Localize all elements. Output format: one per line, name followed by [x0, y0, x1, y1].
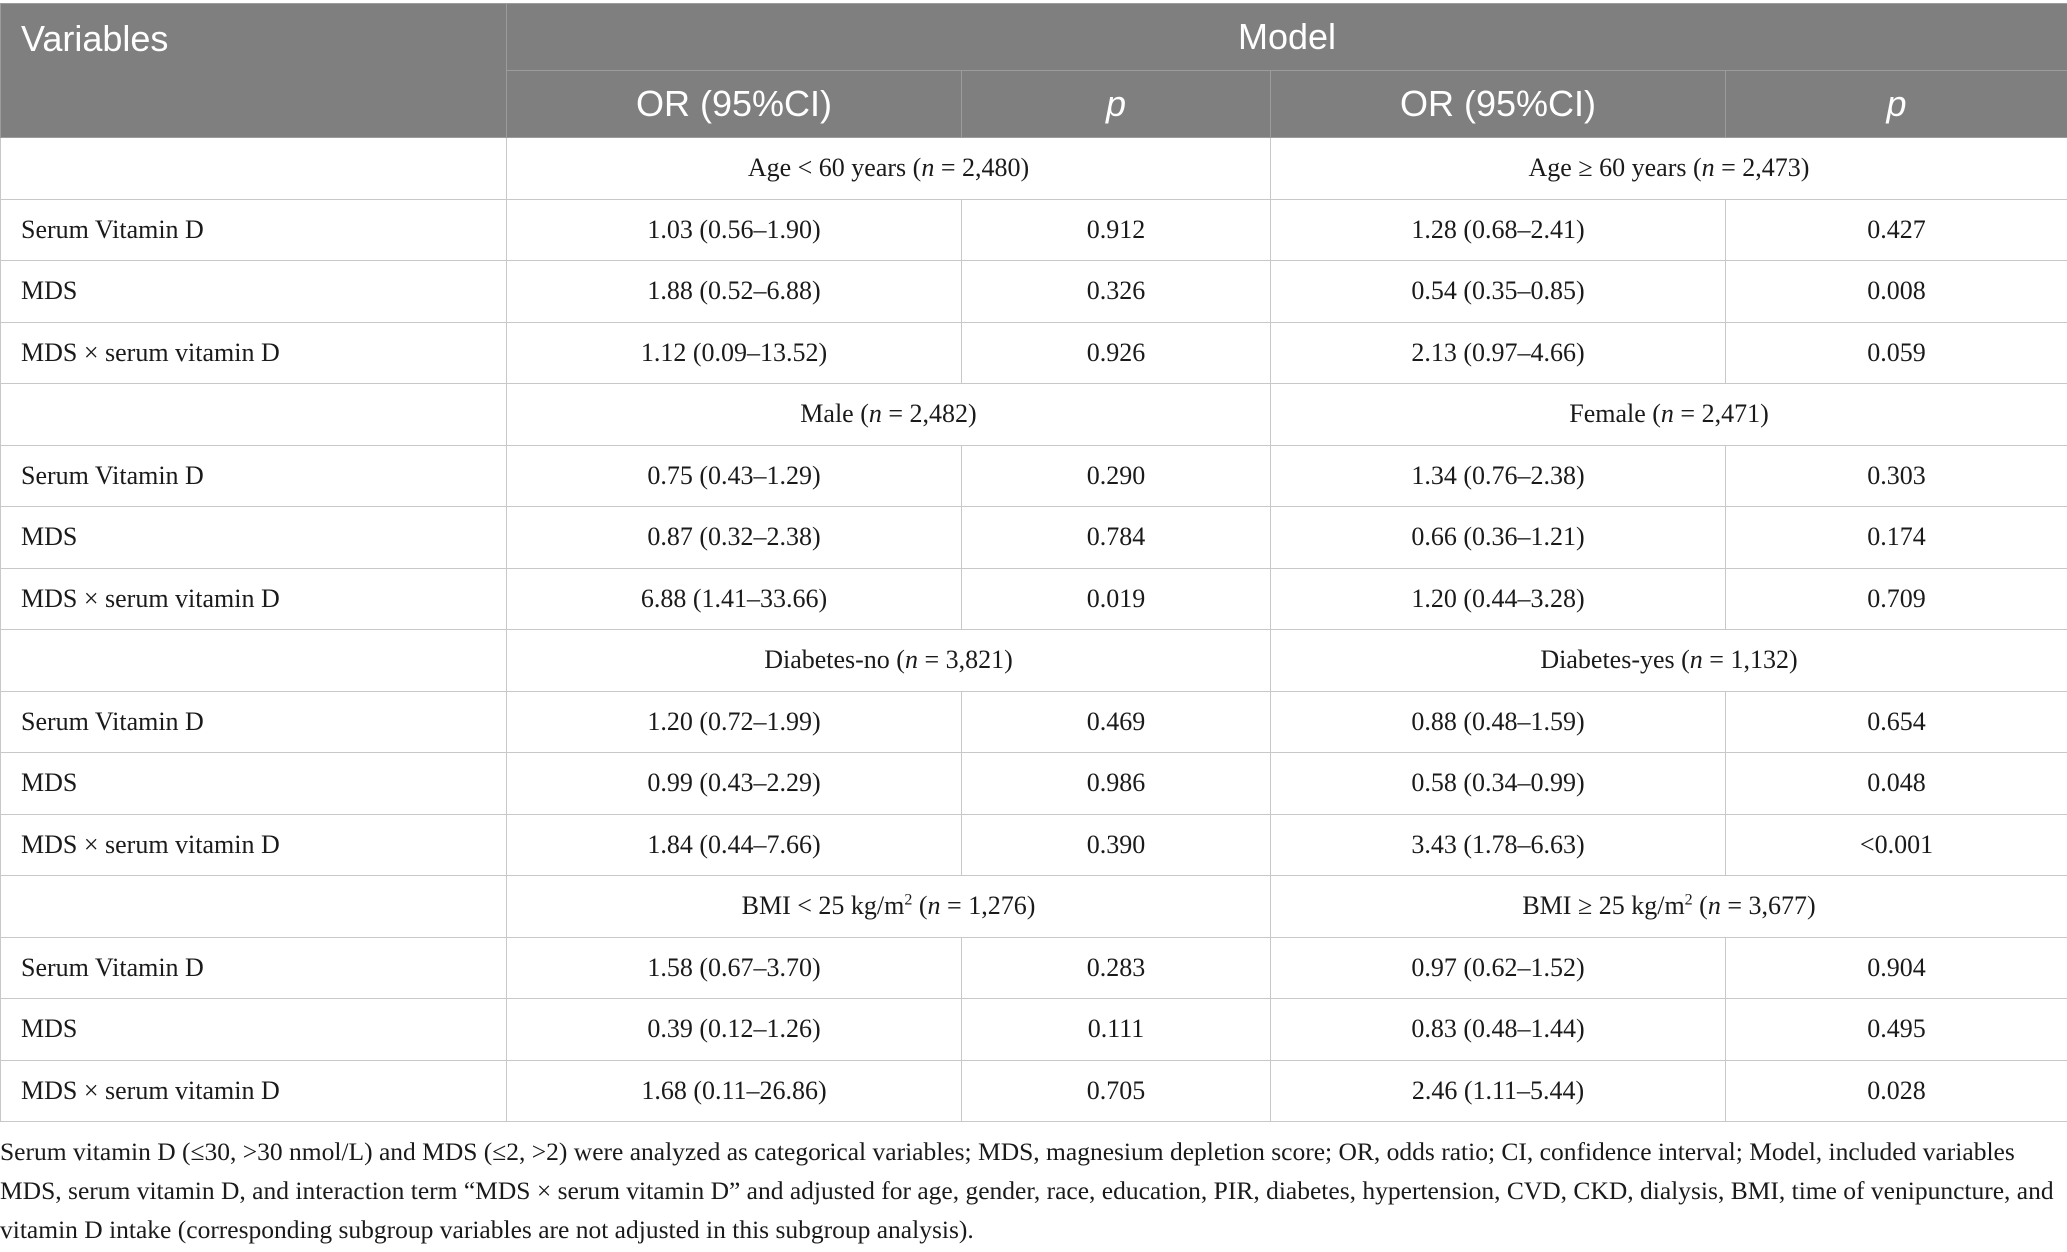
or-cell-2: 1.28 (0.68–2.41): [1271, 199, 1726, 261]
variable-cell: Serum Vitamin D: [1, 199, 507, 261]
or-cell-2: 3.43 (1.78–6.63): [1271, 814, 1726, 876]
subgroup-label: Age ≥ 60 years (: [1528, 153, 1702, 183]
or-cell-1: 0.39 (0.12–1.26): [507, 999, 962, 1061]
p-cell-2: <0.001: [1726, 814, 2067, 876]
or-cell-2: 0.88 (0.48–1.59): [1271, 691, 1726, 753]
table-row: [1, 753, 2067, 815]
sample-size: = 2,482): [881, 399, 977, 429]
p-cell-2: 0.059: [1726, 322, 2067, 384]
n-symbol: n: [904, 645, 918, 675]
subgroup-header-left: [507, 630, 1271, 692]
or-cell-2: 1.34 (0.76–2.38): [1271, 445, 1726, 507]
subgroup-header-right: [1271, 630, 2067, 692]
sample-size: = 3,677): [1720, 891, 1816, 921]
p-cell-1: 0.705: [962, 1060, 1271, 1122]
variable-cell: MDS: [1, 261, 507, 323]
table-row: [1, 937, 2067, 999]
or-header-2: OR (95%CI): [1271, 71, 1726, 138]
p-cell-2: 0.303: [1726, 445, 2067, 507]
n-symbol: n: [1689, 645, 1703, 675]
sample-size: = 2,473): [1714, 153, 1810, 183]
table-body: [1, 138, 2067, 1122]
or-cell-2: 0.66 (0.36–1.21): [1271, 507, 1726, 569]
variable-cell: MDS × serum vitamin D: [1, 814, 507, 876]
p-cell-2: 0.174: [1726, 507, 2067, 569]
or-header-1: OR (95%CI): [507, 71, 962, 138]
empty-cell: [1, 630, 507, 692]
or-cell-2: 0.58 (0.34–0.99): [1271, 753, 1726, 815]
n-symbol: n: [1660, 399, 1674, 429]
table-row: [1, 814, 2067, 876]
subgroup-label: Diabetes-yes (: [1540, 645, 1690, 675]
subgroup-header-right: [1271, 876, 2067, 938]
n-symbol: n: [868, 399, 882, 429]
sample-size: = 2,471): [1673, 399, 1769, 429]
sample-size: = 2,480): [934, 153, 1030, 183]
p-cell-2: 0.048: [1726, 753, 2067, 815]
subgroup-label-mid: (: [1692, 891, 1708, 921]
subgroup-header-right: [1271, 138, 2067, 200]
or-cell-1: 0.75 (0.43–1.29): [507, 445, 962, 507]
sample-size: = 1,132): [1702, 645, 1798, 675]
variable-cell: Serum Vitamin D: [1, 937, 507, 999]
subgroup-row: [1, 876, 2067, 938]
variable-cell: MDS × serum vitamin D: [1, 322, 507, 384]
p-cell-1: 0.283: [962, 937, 1271, 999]
table-row: [1, 322, 2067, 384]
subgroup-header-right: [1271, 384, 2067, 446]
p-cell-1: 0.469: [962, 691, 1271, 753]
or-cell-1: 1.88 (0.52–6.88): [507, 261, 962, 323]
superscript: 2: [904, 891, 913, 909]
empty-cell: [1, 876, 507, 938]
n-symbol: n: [1707, 891, 1721, 921]
or-cell-2: 0.54 (0.35–0.85): [1271, 261, 1726, 323]
empty-cell: [1, 384, 507, 446]
sample-size: = 3,821): [917, 645, 1013, 675]
table-row: [1, 507, 2067, 569]
p-cell-1: 0.986: [962, 753, 1271, 815]
table-row: [1, 999, 2067, 1061]
subgroup-label: Diabetes-no (: [764, 645, 905, 675]
p-cell-1: 0.111: [962, 999, 1271, 1061]
table-row: [1, 261, 2067, 323]
subgroup-row: [1, 138, 2067, 200]
or-cell-2: 1.20 (0.44–3.28): [1271, 568, 1726, 630]
table-row: [1, 1060, 2067, 1122]
p-cell-1: 0.290: [962, 445, 1271, 507]
or-cell-1: 1.12 (0.09–13.52): [507, 322, 962, 384]
p-cell-1: 0.326: [962, 261, 1271, 323]
table-footnote: Serum vitamin D (≤30, >30 nmol/L) and MDS (≤2, >2) were analyzed as categorical variables; MDS, magnesium depletion score; OR, odds ratio; CI, confidence interval; Model, included variables MDS, serum vitamin D, and interaction term “MDS × serum vitamin D” and adjusted for age, gender, race, education, PIR, diabetes, hypertension, CVD, CKD, dialysis, BMI, time of venipuncture, and vitamin D intake (corresponding subgroup variables are not adjusted in this subgroup analysis).: [0, 1137, 2054, 1244]
n-symbol: n: [927, 891, 941, 921]
p-header-2: p: [1726, 71, 2067, 138]
subgroup-label: BMI ≥ 25 kg/m: [1522, 891, 1685, 921]
or-cell-2: 0.97 (0.62–1.52): [1271, 937, 1726, 999]
subgroup-label-mid: (: [912, 891, 928, 921]
table-row: [1, 199, 2067, 261]
variable-cell: Serum Vitamin D: [1, 691, 507, 753]
p-cell-2: 0.904: [1726, 937, 2067, 999]
or-cell-2: 2.46 (1.11–5.44): [1271, 1060, 1726, 1122]
variables-header: Variables: [1, 4, 507, 138]
results-table: [0, 3, 2067, 1122]
subgroup-label: Female (: [1569, 399, 1661, 429]
subgroup-label: Age < 60 years (: [747, 153, 922, 183]
subgroup-header-left: [507, 138, 1271, 200]
p-cell-2: 0.008: [1726, 261, 2067, 323]
p-cell-2: 0.654: [1726, 691, 2067, 753]
variable-cell: Serum Vitamin D: [1, 445, 507, 507]
or-cell-2: 2.13 (0.97–4.66): [1271, 322, 1726, 384]
subgroup-label: BMI < 25 kg/m: [741, 891, 905, 921]
p-cell-2: 0.495: [1726, 999, 2067, 1061]
variable-cell: MDS × serum vitamin D: [1, 1060, 507, 1122]
or-cell-1: 1.68 (0.11–26.86): [507, 1060, 962, 1122]
variable-cell: MDS × serum vitamin D: [1, 568, 507, 630]
variable-cell: MDS: [1, 507, 507, 569]
subgroup-row: [1, 630, 2067, 692]
subgroup-row: [1, 384, 2067, 446]
n-symbol: n: [1701, 153, 1715, 183]
empty-cell: [1, 138, 507, 200]
variable-cell: MDS: [1, 999, 507, 1061]
or-cell-1: 6.88 (1.41–33.66): [507, 568, 962, 630]
or-cell-1: 0.87 (0.32–2.38): [507, 507, 962, 569]
superscript: 2: [1684, 891, 1693, 909]
subgroup-label: Male (: [800, 399, 869, 429]
subgroup-header-left: [507, 876, 1271, 938]
or-cell-1: 1.84 (0.44–7.66): [507, 814, 962, 876]
p-cell-2: 0.028: [1726, 1060, 2067, 1122]
or-cell-1: 1.03 (0.56–1.90): [507, 199, 962, 261]
p-cell-1: 0.912: [962, 199, 1271, 261]
p-cell-1: 0.019: [962, 568, 1271, 630]
p-cell-2: 0.427: [1726, 199, 2067, 261]
or-cell-1: 1.58 (0.67–3.70): [507, 937, 962, 999]
p-header-1: p: [962, 71, 1271, 138]
p-cell-1: 0.784: [962, 507, 1271, 569]
p-cell-1: 0.926: [962, 322, 1271, 384]
table-row: [1, 445, 2067, 507]
or-cell-1: 1.20 (0.72–1.99): [507, 691, 962, 753]
p-cell-2: 0.709: [1726, 568, 2067, 630]
table-row: [1, 691, 2067, 753]
or-cell-1: 0.99 (0.43–2.29): [507, 753, 962, 815]
table-row: [1, 568, 2067, 630]
or-cell-2: 0.83 (0.48–1.44): [1271, 999, 1726, 1061]
p-cell-1: 0.390: [962, 814, 1271, 876]
variable-cell: MDS: [1, 753, 507, 815]
n-symbol: n: [921, 153, 935, 183]
subgroup-header-left: [507, 384, 1271, 446]
model-header: Model: [507, 4, 2067, 71]
sample-size: = 1,276): [940, 891, 1036, 921]
